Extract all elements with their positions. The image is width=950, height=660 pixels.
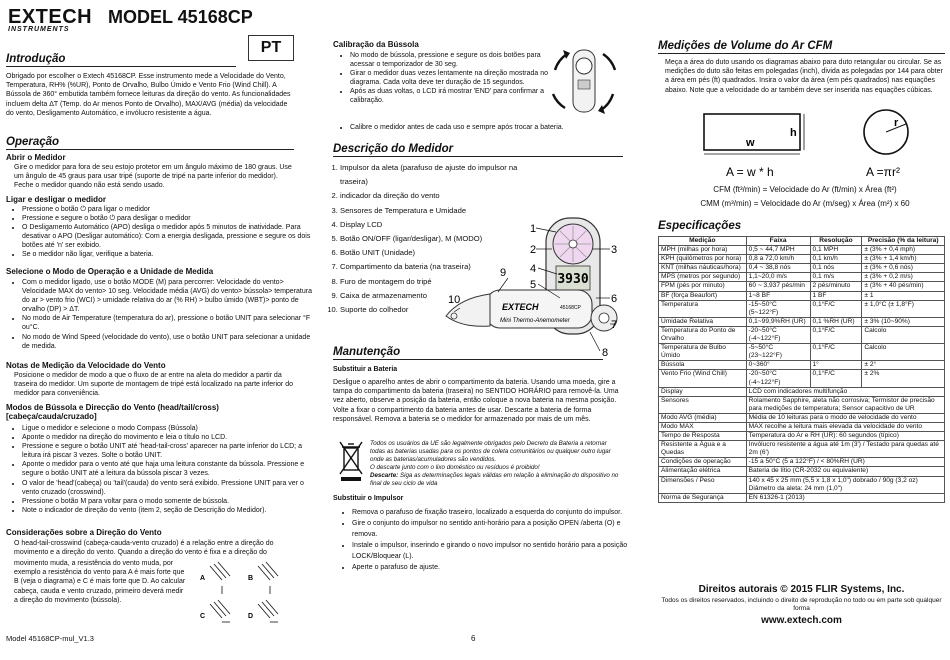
impulsor-heading: Substituir o Impulsor — [333, 495, 404, 502]
table-cell: 1° — [810, 361, 862, 370]
list-item: • Girar o medidor duas vezes lentamente na direção mostrada no diagrama. Cada volta deve ter duração de 15 segundos. — [350, 69, 560, 87]
table-cell: Modo AVG (média) — [659, 413, 747, 422]
table-row — [659, 422, 945, 431]
list-item: 8. Furo de montagem do tripé — [340, 275, 458, 289]
calibration-rotation-icon — [545, 44, 623, 120]
column-header: Faixa — [746, 237, 810, 246]
duct-diagrams — [690, 106, 940, 178]
list-item: 10. Suporte do colhedor — [340, 303, 540, 317]
list-item: 6. Botão UNIT (Unidade) — [340, 246, 540, 260]
table-cell: Invólucro resistente a água até 1m (3') / Testado para quedas até 2m (6') — [746, 441, 944, 458]
table-cell: Rolamento Sapphire, aleta não corrosiva; Termistor de precisão para medições de temperatura; Sensor capacitivo de UR — [746, 396, 944, 413]
list-item: • O Desligamento Automático (APO) desliga o medidor após 5 minutos de inatividade. Para desativar o APO (Desligar automático): Com a energia desligada, pressione e segure os dois botões até 'n' ser exibido. — [22, 223, 312, 250]
list-item: • O valor de 'head'(cabeça) ou 'tail'(cauda) do vento será exibido. Pressione UNIT para ver o vento cruzado (crosswind). — [22, 479, 314, 497]
table-cell: 0,1 km/h — [810, 255, 862, 264]
list-item: • Após as duas voltas, o LCD irá mostrar 'END' para confirmar a calibração. — [350, 87, 560, 105]
diagram-label-d: D — [248, 613, 254, 620]
table-row — [659, 264, 945, 273]
notas-text: Posicione o medidor de modo a que o fluxo de ar entre na aleta do medidor a partir da traseira do medidor. Um suporte de montagem de tripé está localizado na parte inferior do medidor para conveniência. — [14, 372, 293, 398]
weee-notice — [370, 440, 620, 488]
table-cell: -20~50°C (-4~122°F) — [746, 326, 810, 343]
device-model: 45168CP — [560, 305, 581, 311]
rect-h-label: h — [790, 127, 797, 139]
model-title: MODEL 45168CP — [108, 7, 253, 27]
list-item: • No modo de bússola, pressione e segure os dois botões para acessar o temporizador de 30 seg. — [350, 51, 560, 69]
callout-1: 1 — [530, 223, 537, 235]
table-row — [659, 370, 945, 387]
table-cell: KPH (quilômetros por hora) — [659, 255, 747, 264]
table-cell: 0~360° — [746, 361, 810, 370]
table-cell: 0,1 MPH — [810, 246, 862, 255]
table-row — [659, 300, 945, 317]
table-row — [659, 476, 945, 493]
doc-version: Model 45168CP-mul_V1.3 — [6, 634, 94, 643]
volume-heading: Medições de Volume do Ar CFM — [658, 40, 945, 54]
cfm-equation: CFM (ft³/min) = Velocidade do Ar (ft/min) x Área (ft²) — [713, 185, 897, 194]
table-cell: Alimentação elétrica — [659, 467, 747, 476]
descricao-heading: Descrição do Medidor — [333, 143, 623, 157]
table-row — [659, 344, 945, 361]
table-row — [659, 326, 945, 343]
table-row — [659, 432, 945, 441]
table-cell: Temperatura do Ponto de Orvalho — [659, 326, 747, 343]
table-cell: Resistente a Água e a Quedas — [659, 441, 747, 458]
table-cell: ± (3% + 1,4 km/h) — [862, 255, 945, 264]
intro-heading: Introdução — [6, 53, 236, 67]
list-item: 9. Caixa de armazenamento — [340, 289, 440, 303]
table-cell: 1,1~20,0 m/s — [746, 273, 810, 282]
table-cell: ± (3% + 0,2 m/s) — [862, 273, 945, 282]
rect-w-label: w — [746, 137, 755, 149]
table-cell: Temperatura de Bulbo Úmido — [659, 344, 747, 361]
table-cell: Temperatura do Ar e RH (UR): 60 segundos (típico) — [746, 432, 944, 441]
table-row — [659, 396, 945, 413]
impulsor-list — [330, 507, 642, 573]
cfm-equations — [665, 183, 945, 211]
callout-4: 4 — [530, 263, 537, 275]
list-item: • Gire o conjunto do impulsor no sentido anti-horário para a posição OPEN /aberta (O) e remova. — [352, 518, 642, 540]
ligar-heading: Ligar e desligar o medidor — [6, 195, 107, 204]
operacao-heading: Operação — [6, 136, 294, 150]
weee-text-1: Todos os usuários da UE são legalmente obrigados pelo Decreto da Bateria a retornar todas as baterias usadas para os pontos de coleta comunitários ou qualquer outro lugar onde as baterias/acumuladores são vendidos. — [370, 440, 611, 463]
formula-rect: A = w * h — [726, 165, 774, 178]
table-cell: ± (3% + 0,4 mph) — [862, 246, 945, 255]
table-cell: 0,8 a 72,0 km/h — [746, 255, 810, 264]
consid-heading: Considerações sobre a Direção do Vento — [6, 528, 162, 537]
table-cell: 60 ~ 3,937 pés/min — [746, 282, 810, 291]
table-cell: Bateria de lítio (CR-2032 ou equivalente) — [746, 467, 944, 476]
table-cell: ± (3% + 40 pés/min) — [862, 282, 945, 291]
table-row — [659, 246, 945, 255]
list-item: • Calibre o medidor antes de cada uso e sempre após trocar a bateria. — [350, 123, 640, 132]
column-header: Medição — [659, 237, 747, 246]
table-cell: Dimensões / Peso — [659, 476, 747, 493]
table-header-row — [659, 237, 945, 246]
table-cell: 0,1 %RH (UR) — [810, 317, 862, 326]
calibracao-heading: Calibração da Bússola — [333, 40, 419, 49]
table-cell: ± 1,0°C (± 1,8°F) — [862, 300, 945, 317]
table-cell: Display — [659, 387, 747, 396]
table-cell: 0,1°F/C — [810, 344, 862, 361]
table-row — [659, 317, 945, 326]
specs-table-wrap — [658, 236, 945, 503]
rights-line: Todos os direitos reservados, incluindo o direito de reprodução no todo ou em parte sob qualquer forma — [661, 597, 942, 612]
bussola-list — [0, 424, 314, 515]
table-cell: Modo MAX — [659, 422, 747, 431]
list-item: • No modo de Air Temperature (temperatura do ar), pressione o botão UNIT para selecionar °F ou°C. — [22, 314, 312, 332]
table-row — [659, 361, 945, 370]
callout-3: 3 — [611, 244, 618, 256]
table-cell: -5~50°C (23~122°F) — [746, 344, 810, 361]
circ-r-label: r — [894, 117, 899, 129]
list-item: 4. Display LCD — [340, 218, 540, 232]
table-cell: Temperatura — [659, 300, 747, 317]
callout-6: 6 — [611, 293, 618, 305]
table-cell: 2 pés/minuto — [810, 282, 862, 291]
table-cell: Tempo de Resposta — [659, 432, 747, 441]
bateria-text: Desligue o aparelho antes de abrir o compartimento da bateria. Usando uma moeda, gire a tampa do compartimento da bateria (traseira) no SENTIDO HORÁRIO para removê-la. Uma vez aberto, observe a posição da bateria, então coloque a nova bateria na mesma posição. Volte a fixar o compartimento da bateria antes de usar. Descarte a bateria de forma responsável. Remova a bateria se o medidor for armazenado por mais de um mês. — [333, 379, 619, 423]
table-row — [659, 255, 945, 264]
table-cell: 0,1°F/C — [810, 370, 862, 387]
table-cell: 0,1°F/C — [810, 300, 862, 317]
manutencao-heading: Manutenção — [333, 346, 603, 360]
table-cell: ± (3% + 0,6 nós) — [862, 264, 945, 273]
lcd-reading: 3930 — [557, 272, 589, 287]
table-cell: ± 3% (10~90%) — [862, 317, 945, 326]
table-cell: KNT (milhas náuticas/hora) — [659, 264, 747, 273]
list-item: • Pressione o botão ⏻ para ligar o medidor — [22, 205, 312, 214]
table-cell: ± 2° — [862, 361, 945, 370]
table-cell: ± 1 — [862, 291, 945, 300]
copyright-block — [658, 584, 945, 626]
table-row — [659, 467, 945, 476]
diagram-label-c: C — [200, 613, 206, 620]
table-cell: MAX recolhe a leitura mais elevada da velocidade do vento — [746, 422, 944, 431]
modo-list — [0, 278, 312, 351]
table-row — [659, 441, 945, 458]
calibracao-list-last — [328, 123, 640, 132]
callout-2: 2 — [530, 244, 537, 256]
list-item: • Remova o parafuso de fixação traseiro, localizado a esquerda do conjunto do impulsor. — [352, 507, 642, 518]
table-cell: -15~50°C (5~122°F) — [746, 300, 810, 317]
table-cell: MPS (metros por segundo) — [659, 273, 747, 282]
table-cell: BF (força Beaufort) — [659, 291, 747, 300]
table-row — [659, 291, 945, 300]
table-cell: 0,1 nós — [810, 264, 862, 273]
table-cell: 1~8 BF — [746, 291, 810, 300]
table-row — [659, 387, 945, 396]
table-cell: -15 a 50°C (5 a 122°F) / < 80%RH (UR) — [746, 458, 944, 467]
column-header: Resolução — [810, 237, 862, 246]
device-brand: EXTECH — [502, 302, 539, 312]
intro-text: Obrigado por escolher o Extech 45168CP. Esse instrumento mede a Velocidade do Vento, Temperatura, RH% (%UR), Ponto de Orvalho, Bulbo Úmido e Vento Frio (Wind Chill). A Bússola de 360° embutida também fornece leituras da direção do vento. As funcionalidades incluem delta ΔT (Temp. do Ar menos Ponto de Orvalho), MAX/AVG (média) da velocidade do vento, Desligamento Automático, e invólucro resistente a água. — [6, 73, 291, 117]
table-cell: Condições de operação — [659, 458, 747, 467]
table-cell: 0,1°F/C — [810, 326, 862, 343]
list-item: • Aponte o medidor para o vento até que haja uma leitura constante da bússola. Pressione e segure o botão UNIT até a leitura da bússola piscar 3 vezes. — [22, 460, 314, 478]
specs-heading: Especificações — [658, 220, 742, 232]
consid-text-cont: movimento muda, a resistência do vento muda, por exemplo a resistência do vento para A é mais forte que B (veja o diagrama) e C é mais forte que D. Ao calcular cabeça, cauda e vento cruzado, primeiro deverá medir a direção do movimento (bússola). — [14, 560, 186, 604]
list-item: 2. indicador da direção do vento — [340, 189, 540, 203]
modo-heading: Selecione o Modo de Operação e a Unidade de Medida — [6, 267, 214, 276]
table-cell: 0,5 ~ 44,7 MPH — [746, 246, 810, 255]
bateria-heading: Substituir a Bateria — [333, 366, 398, 373]
table-row — [659, 413, 945, 422]
cmm-equation: CMM (m³/min) = Velocidade do Ar (m/seg) x Área (m²) x 60 — [700, 199, 910, 208]
table-cell: ± 2% — [862, 370, 945, 387]
meter-illustration — [440, 212, 628, 360]
callout-5: 5 — [530, 279, 537, 291]
table-cell: EN 61326-1 (2013) — [746, 493, 944, 502]
table-cell: LCD com indicadores multifunção — [746, 387, 944, 396]
table-row — [659, 458, 945, 467]
bussola-heading: Modos de Bússola e Direcção do Vento (head/tail/cross) [cabeça/cauda/cruzado] — [6, 403, 219, 421]
table-row — [659, 273, 945, 282]
list-item: 5. Botão ON/OFF (ligar/desligar), M (MODO) — [340, 232, 540, 246]
list-item: • No modo de Wind Speed (velocidade do vento), use o botão UNIT para selecionar a unidade de medida. — [22, 333, 312, 351]
table-cell: FPM (pés por minuto) — [659, 282, 747, 291]
website-link[interactable]: www.extech.com — [761, 615, 842, 626]
list-item: • Pressione e segure o botão ⏻ para desligar o medidor — [22, 214, 312, 223]
page-number: 6 — [471, 634, 476, 643]
diagram-label-a: A — [200, 575, 206, 582]
extech-logo: EXTECH INSTRUMENTS — [8, 6, 93, 33]
callout-10: 10 — [448, 294, 461, 306]
callout-7: 7 — [611, 319, 618, 331]
list-item: • Note o indicador de direção do vento (item 2, seção de Descrição do Medidor). — [22, 506, 314, 515]
notas-heading: Notas de Medição da Velocidade do Vento — [6, 361, 166, 370]
table-cell: Sensores — [659, 396, 747, 413]
calibracao-list — [328, 51, 560, 106]
list-item: 7. Compartimento da bateria (na traseira) — [340, 260, 540, 274]
table-row — [659, 493, 945, 502]
weee-text-3: Descarte: Siga as determinações legais válidas em relação à eliminação do dispositivo no final de seu ciclo de vida — [370, 472, 619, 487]
table-cell: Bússola — [659, 361, 747, 370]
table-cell: Vento Frio (Wind Chill) — [659, 370, 747, 387]
abrir-heading: Abrir o Medidor — [6, 153, 66, 162]
table-cell: 0,4 ~ 38,8 nós — [746, 264, 810, 273]
list-item: • Instale o impulsor, inserindo e girando o novo impulsor no sentido horário para a posição LOCK/Bloquear (L). — [352, 540, 642, 562]
callout-8: 8 — [602, 347, 609, 359]
device-name: Mini Thermo-Anemometer — [500, 318, 570, 324]
list-item: • Aperte o parafuso de ajuste. — [352, 562, 642, 573]
specs-table — [658, 236, 945, 503]
abrir-text: Gire o medidor para fora de seu estojo protetor em um ângulo máximo de 180 graus. Use um ângulo de 45 graus para usar tripé (suporte de tripé na parte inferior do medidor). Feche o medidor quando não está sendo usado. — [14, 164, 292, 190]
column-header: Precisão (% da leitura) — [862, 237, 945, 246]
table-row — [659, 282, 945, 291]
table-cell: Umidade Relativa — [659, 317, 747, 326]
table-cell: Média de 10 leituras para o modo de velocidade do vento — [746, 413, 944, 422]
table-cell: Calcolo — [862, 344, 945, 361]
list-item: • Pressione o botão M para voltar para o modo somente de bússola. — [22, 497, 314, 506]
table-cell: 1 BF — [810, 291, 862, 300]
table-cell: 0,1~99,9%RH (UR) — [746, 317, 810, 326]
list-item: • Pressione e segure o botão UNIT até 'head-tail-cross' aparecer na parte inferior do LCD; a leitura irá piscar 3 vezes. Solte o botão UNIT. — [22, 442, 314, 460]
callout-9: 9 — [500, 267, 507, 279]
list-item: • Se o medidor não ligar, verifique a bateria. — [22, 250, 312, 259]
table-cell: -20~50°C (-4~122°F) — [746, 370, 810, 387]
formula-circ: A =πr² — [866, 165, 900, 178]
ligar-list — [0, 205, 312, 260]
list-item: • Com o medidor ligado, use o botão MODE (M) para percorrer: Velocidade do vento> Velocidade MAX do vento> 10 seg. Velocidade média (AVG) do vento> bússola> temperatura do ar > vento frio (WCI) > umidade relativa do ar (% RH) > bulbo úmido (WBT)> ponto de orvalho (DP) > ΔT. — [22, 278, 312, 314]
copyright-line: Direitos autorais © 2015 FLIR Systems, Inc. — [698, 584, 905, 595]
diagram-label-b: B — [248, 575, 254, 582]
weee-bin-icon — [338, 440, 364, 484]
list-item: • Aponte o medidor na direção do movimento e leia o título no LCD. — [22, 433, 314, 442]
weee-text-2: O descarte junto com o lixo doméstico ou resíduos é proibido! — [370, 464, 540, 471]
volume-text: Meça a área do duto usando os diagramas abaixo para duto retangular ou circular. Se as medições do duto são feitas em polegadas (inch), divida as polegadas por 144 para obter a área em pés (ft) quadrados. Insira o valor da área (em pés quadrados) nas equações abaixo. Note que a velocidade do ar também deve ser inserida nas equações cúbicas. — [665, 59, 943, 94]
table-cell: Calcolo — [862, 326, 945, 343]
language-badge: PT — [248, 35, 294, 61]
wind-direction-diagram — [196, 560, 292, 634]
consid-text: O head-tail-crosswind (cabeça-cauda-vento cruzado) é a relação entre a direção do movimento e a direção do vento. Quando a direção do vento é fixa e a direção do — [14, 540, 274, 557]
table-cell: 140 x 45 x 25 mm (5,5 x 1,8 x 1,0") dobrado / 90g (3,2 oz) Diâmetro da aleta: 24 mm (1,0") — [746, 476, 944, 493]
table-cell: 0,1 m/s — [810, 273, 862, 282]
table-cell: Norma de Segurança — [659, 493, 747, 502]
table-cell: MPH (milhas por hora) — [659, 246, 747, 255]
list-item: • Ligue o medidor e selecione o modo Compass (Bússola) — [22, 424, 314, 433]
list-item: 1. Impulsor da aleta (parafuso de ajuste do impulsor na traseira) — [340, 161, 540, 189]
list-item: 3. Sensores de Temperatura e Umidade — [340, 204, 540, 218]
